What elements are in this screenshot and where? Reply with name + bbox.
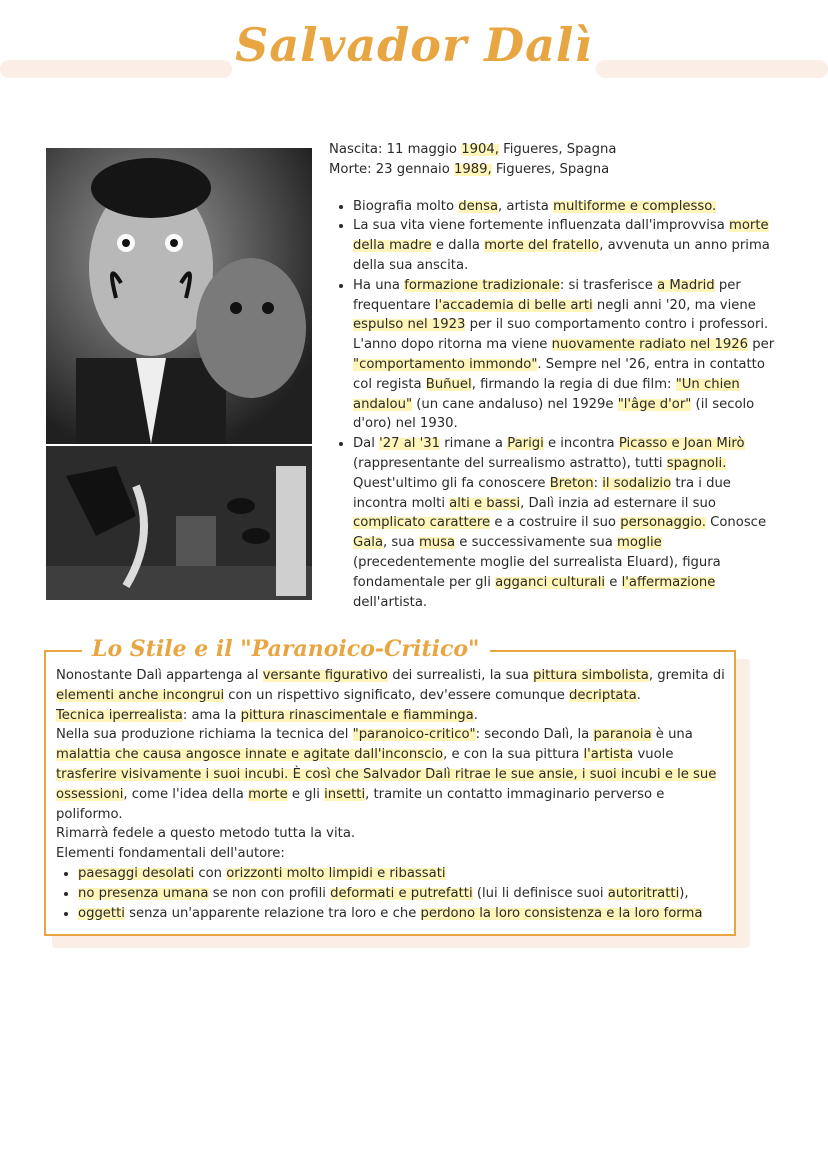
portrait-photo-graphic: [46, 148, 312, 444]
list-item: • Biografia molto densa, artista multiforme e complesso.: [353, 197, 779, 217]
style-paragraph: Nella sua produzione richiama la tecnica del "paranoico-critico": secondo Dalì, la paranoia è una malattia che causa angosce innate e agitate dall'inconscio, e con la sua pittura l'artista vuole trasferire visivamente i suoi incubi. È così che Salvador Dalì ritrae le sue ansie, i suoi incubi e le sue ossessioni, come l'idea della morte e gli insetti, tramite un contatto immaginario perverso e poliformo.: [56, 727, 717, 822]
birth-line: Nascita: 11 maggio 1904, Figueres, Spagna: [329, 142, 617, 157]
page-title: Salvador Dalì: [235, 18, 593, 72]
list-item: • Ha una formazione tradizionale: si trasferisce a Madrid per frequentare l'accademia di belle arti negli anni '20, ma viene espulso nel 1923 per il suo comportamento contro i professori. L'anno dopo ritorna ma viene nuovamente radiato nel 1926 per "comportamento immondo". Sempre nel '26, entra in contatto col regista Buñuel, firmando la regia di due film: "Un chien andalou" (un cane andaluso) nel 1929e "l'âge d'or" (il secolo d'oro) nel 1930.: [353, 276, 779, 434]
style-list: [56, 864, 726, 923]
style-paragraph: Elementi fondamentali dell'autore:: [56, 846, 285, 862]
list-item: • oggetti senza un'apparente relazione tra loro e che perdono la loro consistenza e la loro forma: [78, 904, 726, 924]
style-paragraph: Nonostante Dalì appartenga al versante figurativo dei surrealisti, la sua pittura simbolista, gremita di elementi anche incongrui con un rispettivo significato, dev'essere comunque decriptata.: [56, 668, 725, 703]
header-band-right: [596, 60, 828, 78]
style-paragraph: Rimarrà fedele a questo metodo tutta la vita.: [56, 826, 356, 842]
biography: [329, 140, 779, 612]
atomicus-photo: [46, 446, 312, 600]
death-line: Morte: 23 gennaio 1989, Figueres, Spagna: [329, 161, 610, 177]
header-band-left: [0, 60, 232, 78]
atomicus-photo-graphic: [46, 446, 312, 600]
list-item: • Dal '27 al '31 rimane a Parigi e incontra Picasso e Joan Mirò (rappresentante del surrealismo astratto), tutti spagnoli. Quest'ultimo gli fa conoscere Breton: il sodalizio tra i due incontra molti alti e bassi, Dalì inzia ad esternare il suo complicato carattere e a costruire il suo personaggio. Conosce Gala, sua musa e successivamente sua moglie (precedentemente moglie del surrealista Eluard), figura fondamentale per gli agganci culturali e l'affermazione dell'artista.: [353, 434, 779, 612]
style-text: [56, 666, 726, 923]
list-item: • paesaggi desolati con orizzonti molto limpidi e ribassati: [78, 864, 726, 884]
portrait-photo: [46, 148, 312, 444]
list-item: • no presenza umana se non con profili deformati e putrefatti (lui li definisce suoi autoritratti),: [78, 884, 726, 904]
style-paragraph: Tecnica iperrealista: ama la pittura rinascimentale e fiamminga.: [56, 707, 478, 723]
style-heading: Lo Stile e il "Paranoico-Critico": [82, 632, 490, 666]
list-item: • La sua vita viene fortemente influenzata dall'improvvisa morte della madre e dalla morte del fratello, avvenuta un anno prima della sua anscita.: [353, 216, 779, 275]
bio-list: [329, 197, 779, 613]
